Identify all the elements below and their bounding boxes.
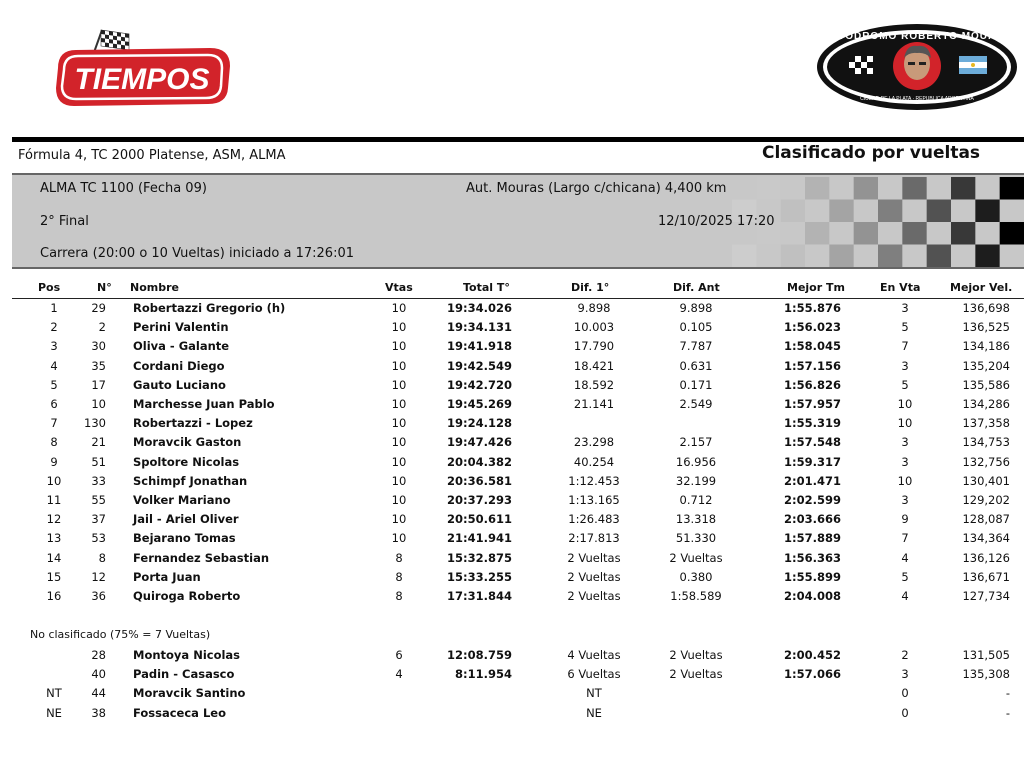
portrait-icon <box>893 42 941 90</box>
cell-total: 19:42.549 <box>447 358 512 373</box>
col-name: Nombre <box>130 281 179 294</box>
cell-total: 20:50.611 <box>447 512 512 527</box>
table-row <box>12 510 1024 529</box>
cell-onlap: 0 <box>901 686 909 701</box>
checkered-flag-icon <box>849 56 873 74</box>
cell-total: 19:42.720 <box>447 377 512 392</box>
tiempos-logo <box>52 28 234 108</box>
cell-speed: 130,401 <box>962 473 1010 488</box>
cell-laps: 10 <box>391 301 407 315</box>
cell-difant: 1:58.589 <box>670 589 722 603</box>
table-row <box>12 299 1024 318</box>
cell-onlap: 9 <box>901 512 909 527</box>
checker-square <box>975 200 999 223</box>
cell-num: 40 <box>91 667 106 682</box>
cell-total: 8:11.954 <box>455 667 512 682</box>
cell-pos: 14 <box>46 550 62 565</box>
cell-speed: 134,286 <box>962 397 1010 411</box>
cell-difant: 32.199 <box>675 473 717 488</box>
cell-num: 55 <box>91 493 106 507</box>
autodromo-mouras-logo <box>815 22 1019 112</box>
cell-dif1: 40.254 <box>573 454 615 469</box>
cell-speed: 136,126 <box>962 550 1010 565</box>
cell-speed: 136,698 <box>962 301 1010 315</box>
session-label: 2° Final <box>40 214 89 229</box>
cell-pos: 3 <box>50 339 58 354</box>
cell-pos: 10 <box>46 473 62 488</box>
cell-speed: 134,753 <box>962 435 1010 450</box>
svg-text:TIEMPOS: TIEMPOS <box>74 63 210 96</box>
checker-square <box>1000 177 1024 200</box>
table-row <box>12 704 1024 723</box>
table-row <box>12 337 1024 356</box>
cell-laps: 4 <box>395 667 403 682</box>
cell-pos: 2 <box>50 320 58 335</box>
cell-total: 19:34.026 <box>447 301 512 315</box>
cell-pos: 6 <box>50 397 58 411</box>
cell-difant: 9.898 <box>679 301 713 315</box>
cell-pos: 5 <box>50 377 58 392</box>
cell-difant: 13.318 <box>675 512 717 527</box>
cell-name: Schimpf Jonathan <box>133 473 248 488</box>
cell-dif1: 18.421 <box>573 358 615 373</box>
race-info-label: Carrera (20:00 o 10 Vueltas) iniciado a 17:26:01 <box>40 246 354 261</box>
cell-best: 2:00.452 <box>784 648 841 662</box>
table-row <box>12 453 1024 472</box>
cell-speed: 137,358 <box>962 416 1010 431</box>
column-headers <box>12 278 1024 299</box>
table-row <box>12 395 1024 414</box>
cell-laps: 10 <box>391 531 407 546</box>
table-row <box>12 665 1024 684</box>
checker-square <box>805 177 829 200</box>
cell-num: 36 <box>91 589 106 603</box>
cell-onlap: 2 <box>901 648 909 662</box>
cell-onlap: 7 <box>901 339 909 354</box>
svg-text:AUTODROMO ROBERTO MOURAS: AUTODROMO ROBERTO MOURAS <box>821 31 1013 42</box>
cell-best: 1:59.317 <box>784 454 841 469</box>
checker-square <box>854 177 878 200</box>
cell-name: Cordani Diego <box>133 358 225 373</box>
checker-square <box>829 245 853 268</box>
cell-name: Montoya Nicolas <box>133 648 241 662</box>
cell-onlap: 4 <box>901 589 909 603</box>
cell-onlap: 5 <box>901 377 909 392</box>
cell-difant: 0.631 <box>679 358 713 373</box>
race-header <box>12 173 1024 269</box>
cell-difant: 16.956 <box>675 454 717 469</box>
cell-num: 37 <box>91 512 106 527</box>
cell-dif1: 2 Vueltas <box>567 550 621 565</box>
cell-difant: 2.549 <box>679 397 713 411</box>
cell-difant: 2 Vueltas <box>669 667 723 682</box>
checker-square <box>927 200 951 223</box>
cell-dif1: 9.898 <box>577 301 611 315</box>
cell-best: 2:03.666 <box>784 512 841 527</box>
circuit-label: Aut. Mouras (Largo c/chicana) 4,400 km <box>466 181 727 196</box>
cell-speed: 135,204 <box>962 358 1010 373</box>
checker-square <box>951 177 975 200</box>
cell-total: 21:41.941 <box>447 531 512 546</box>
cell-laps: 8 <box>395 569 403 584</box>
cell-name: Perini Valentin <box>133 320 229 335</box>
cell-best: 1:57.066 <box>784 667 841 682</box>
cell-onlap: 3 <box>901 454 909 469</box>
cell-name: Gauto Luciano <box>133 377 226 392</box>
checker-square <box>951 222 975 245</box>
cell-best: 1:55.876 <box>784 301 841 315</box>
cell-best: 1:57.548 <box>784 435 841 450</box>
col-pos: Pos <box>38 281 61 294</box>
cell-best: 1:55.319 <box>784 416 841 431</box>
cell-dif1: 2 Vueltas <box>567 589 621 603</box>
cell-laps: 8 <box>395 589 403 603</box>
cell-num: 130 <box>84 416 106 431</box>
table-row <box>12 529 1024 548</box>
cell-speed: 136,525 <box>962 320 1010 335</box>
cell-onlap: 10 <box>897 473 913 488</box>
cell-total: 19:34.131 <box>447 320 512 335</box>
checker-square <box>756 177 780 200</box>
cell-speed: 135,586 <box>962 377 1010 392</box>
cell-difant: 2 Vueltas <box>669 648 723 662</box>
cell-name: Oliva - Galante <box>133 339 230 354</box>
cell-difant: 2 Vueltas <box>669 550 723 565</box>
cell-laps: 10 <box>391 358 407 373</box>
col-total: Total T° <box>463 281 510 294</box>
cell-best: 2:04.008 <box>784 589 841 603</box>
checker-square <box>927 245 951 268</box>
cell-pos: 12 <box>46 512 62 527</box>
cell-name: Robertazzi - Lopez <box>133 416 253 431</box>
col-laps: Vtas <box>385 281 413 294</box>
cell-dif1: 18.592 <box>573 377 615 392</box>
cell-name: Moravcik Santino <box>133 686 246 701</box>
cell-best: 1:56.826 <box>784 377 841 392</box>
checkered-pattern <box>732 177 1024 267</box>
cell-total: 19:45.269 <box>447 397 512 411</box>
cell-num: 51 <box>91 454 106 469</box>
checker-square <box>781 200 805 223</box>
cell-difant: 0.105 <box>679 320 713 335</box>
cell-best: 2:01.471 <box>784 473 841 488</box>
cell-laps: 10 <box>391 473 407 488</box>
table-row <box>12 433 1024 452</box>
cell-onlap: 5 <box>901 569 909 584</box>
cell-laps: 10 <box>391 493 407 507</box>
cell-best: 1:57.889 <box>784 531 841 546</box>
cell-onlap: 3 <box>901 301 909 315</box>
cell-name: Fossaceca Leo <box>133 705 226 720</box>
cell-difant: 51.330 <box>675 531 717 546</box>
cell-total: 19:47.426 <box>447 435 512 450</box>
not-classified-label: No clasificado (75% = 7 Vueltas) <box>30 628 211 641</box>
cell-num: 17 <box>91 377 106 392</box>
cell-onlap: 5 <box>901 320 909 335</box>
cell-pos: 15 <box>46 569 62 584</box>
checker-square <box>854 222 878 245</box>
cell-best: 1:55.899 <box>784 569 841 584</box>
cell-onlap: 3 <box>901 667 909 682</box>
col-best: Mejor Tm <box>787 281 845 294</box>
cell-num: 12 <box>91 569 106 584</box>
cell-onlap: 0 <box>901 705 909 720</box>
cell-total: 20:04.382 <box>447 454 512 469</box>
svg-text:CIUDAD DE LA PLATA · REPUBLICA: CIUDAD DE LA PLATA · REPUBLICA ARGENTINA <box>860 96 974 102</box>
cell-laps: 6 <box>395 648 403 662</box>
cell-best: 1:56.363 <box>784 550 841 565</box>
cell-onlap: 4 <box>901 550 909 565</box>
datetime-label: 12/10/2025 17:20 <box>658 214 775 229</box>
table-row <box>12 414 1024 433</box>
cell-total: 15:33.255 <box>447 569 512 584</box>
cell-pos: NT <box>46 686 62 701</box>
col-speed: Mejor Vel. <box>950 281 1013 294</box>
cell-dif1: 1:13.165 <box>568 493 620 507</box>
cell-speed: - <box>1005 705 1010 720</box>
cell-total: 19:41.918 <box>447 339 512 354</box>
cell-speed: - <box>1005 686 1010 701</box>
argentina-flag-icon <box>959 56 987 74</box>
cell-name: Volker Mariano <box>133 493 231 507</box>
cell-num: 35 <box>91 358 106 373</box>
table-row <box>12 318 1024 337</box>
cell-pos: 11 <box>46 493 62 507</box>
cell-pos: 9 <box>50 454 58 469</box>
cell-speed: 129,202 <box>962 493 1010 507</box>
cell-pos: 16 <box>46 589 62 603</box>
checker-square <box>732 245 756 268</box>
cell-name: Quiroga Roberto <box>133 589 241 603</box>
cell-laps: 10 <box>391 339 407 354</box>
report-title: Clasificado por vueltas <box>762 143 981 163</box>
cell-laps: 10 <box>391 377 407 392</box>
cell-onlap: 3 <box>901 358 909 373</box>
cell-pos: 1 <box>50 301 58 315</box>
cell-best: 1:57.156 <box>784 358 841 373</box>
checker-square <box>975 245 999 268</box>
cell-dif1: 10.003 <box>573 320 615 335</box>
cell-name: Robertazzi Gregorio (h) <box>133 301 286 315</box>
checker-square <box>1000 222 1024 245</box>
cell-laps: 10 <box>391 416 407 431</box>
cell-name: Porta Juan <box>133 569 201 584</box>
cell-best: 1:56.023 <box>784 320 841 335</box>
table-row <box>12 568 1024 587</box>
cell-dif1: 1:12.453 <box>568 473 620 488</box>
cell-laps: 10 <box>391 397 407 411</box>
checker-square <box>878 200 902 223</box>
cell-pos: 13 <box>46 531 62 546</box>
col-onlap: En Vta <box>880 281 921 294</box>
col-difant: Dif. Ant <box>673 281 720 294</box>
cell-dif1: 2:17.813 <box>568 531 620 546</box>
table-row <box>12 684 1024 703</box>
cell-pos: NE <box>46 705 62 720</box>
cell-name: Padin - Casasco <box>133 667 235 682</box>
cell-total: 15:32.875 <box>447 550 512 565</box>
cell-pos: 4 <box>50 358 58 373</box>
cell-laps: 10 <box>391 512 407 527</box>
cell-onlap: 10 <box>897 397 913 411</box>
cell-total: 12:08.759 <box>447 648 512 662</box>
cell-num: 8 <box>98 550 106 565</box>
cell-onlap: 7 <box>901 531 909 546</box>
cell-dif1: 4 Vueltas <box>567 648 621 662</box>
cell-dif1: 21.141 <box>573 397 615 411</box>
cell-best: 1:57.957 <box>784 397 841 411</box>
checker-square <box>878 245 902 268</box>
cell-num: 28 <box>91 648 106 662</box>
checker-square <box>902 222 926 245</box>
cell-speed: 131,505 <box>962 648 1010 662</box>
category-label: ALMA TC 1100 (Fecha 09) <box>40 181 207 196</box>
cell-num: 29 <box>91 301 106 315</box>
cell-name: Marchesse Juan Pablo <box>133 397 275 411</box>
cell-total: 20:37.293 <box>447 493 512 507</box>
cell-pos: 7 <box>50 416 58 431</box>
cell-difant: 2.157 <box>679 435 713 450</box>
checker-square <box>829 200 853 223</box>
cell-name: Fernandez Sebastian <box>133 550 270 565</box>
cell-name: Moravcik Gaston <box>133 435 242 450</box>
cell-laps: 10 <box>391 320 407 335</box>
cell-speed: 127,734 <box>962 589 1010 603</box>
cell-laps: 8 <box>395 550 403 565</box>
cell-laps: 10 <box>391 454 407 469</box>
top-rule <box>12 137 1024 142</box>
cell-speed: 136,671 <box>962 569 1010 584</box>
cell-speed: 134,186 <box>962 339 1010 354</box>
table-row <box>12 549 1024 568</box>
cell-best: 2:02.599 <box>784 493 841 507</box>
table-row <box>12 376 1024 395</box>
event-title: Fórmula 4, TC 2000 Platense, ASM, ALMA <box>18 148 286 163</box>
cell-num: 30 <box>91 339 106 354</box>
cell-name: Jail - Ariel Oliver <box>133 512 239 527</box>
cell-dif1: 2 Vueltas <box>567 569 621 584</box>
table-row <box>12 472 1024 491</box>
checker-square <box>805 222 829 245</box>
cell-num: 10 <box>91 397 106 411</box>
cell-dif1: 23.298 <box>573 435 615 450</box>
cell-dif1: 1:26.483 <box>568 512 620 527</box>
cell-num: 44 <box>91 686 106 701</box>
cell-difant: 0.171 <box>679 377 713 392</box>
cell-difant: 0.712 <box>679 493 713 507</box>
cell-pos: 8 <box>50 435 58 450</box>
cell-num: 53 <box>91 531 106 546</box>
table-row <box>12 646 1024 665</box>
cell-laps: 10 <box>391 435 407 450</box>
cell-difant: 0.380 <box>679 569 713 584</box>
table-row <box>12 587 1024 606</box>
cell-speed: 132,756 <box>962 454 1010 469</box>
cell-num: 38 <box>91 705 106 720</box>
cell-num: 33 <box>91 473 106 488</box>
table-row <box>12 357 1024 376</box>
checker-square <box>902 177 926 200</box>
cell-onlap: 3 <box>901 435 909 450</box>
col-num: N° <box>97 281 112 294</box>
cell-dif1: NT <box>586 686 602 701</box>
cell-total: 19:24.128 <box>447 416 512 431</box>
checker-square <box>781 245 805 268</box>
cell-name: Spoltore Nicolas <box>133 454 240 469</box>
cell-speed: 128,087 <box>962 512 1010 527</box>
cell-num: 2 <box>98 320 106 335</box>
cell-dif1: 17.790 <box>573 339 615 354</box>
cell-dif1: NE <box>586 705 602 720</box>
cell-onlap: 3 <box>901 493 909 507</box>
cell-speed: 134,364 <box>962 531 1010 546</box>
cell-onlap: 10 <box>897 416 913 431</box>
cell-total: 17:31.844 <box>447 589 512 603</box>
table-row <box>12 491 1024 510</box>
cell-total: 20:36.581 <box>447 473 512 488</box>
cell-speed: 135,308 <box>962 667 1010 682</box>
cell-best: 1:58.045 <box>784 339 841 354</box>
cell-num: 21 <box>91 435 106 450</box>
cell-dif1: 6 Vueltas <box>567 667 621 682</box>
col-dif1: Dif. 1° <box>571 281 610 294</box>
cell-name: Bejarano Tomas <box>133 531 236 546</box>
cell-difant: 7.787 <box>679 339 713 354</box>
